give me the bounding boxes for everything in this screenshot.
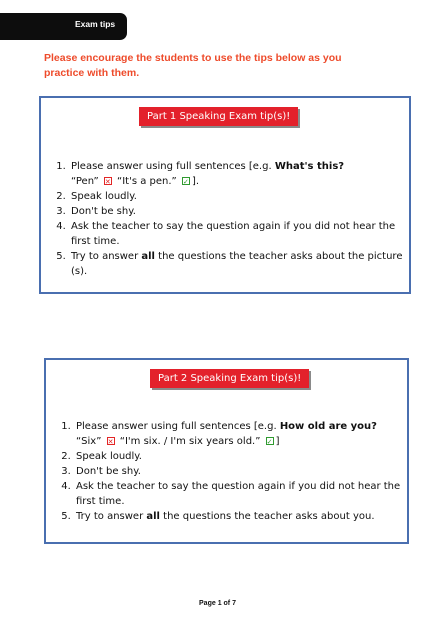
cross-box-icon: ✕ — [107, 438, 114, 446]
list-item — [74, 509, 404, 524]
part2-title-badge: Part 2 Speaking Exam tip(s)! — [150, 369, 309, 388]
list-item — [69, 249, 407, 279]
header-tab-label: Exam tips — [75, 19, 116, 29]
cross-box-icon: ✕ — [104, 178, 111, 186]
tip-text: Try to answer — [71, 251, 142, 262]
list-item — [74, 419, 404, 449]
part1-tips-list — [49, 159, 407, 279]
list-item: 3. Don't be shy. — [74, 464, 404, 479]
wrong-example: “Pen” — [71, 176, 99, 187]
list-item: 2. Speak loudly. — [69, 189, 407, 204]
page-number: Page 1 of 7 — [199, 600, 236, 607]
wrong-example: “Six” — [76, 436, 102, 447]
list-item: 3. Don't be shy. — [69, 204, 407, 219]
list-item: 2. Speak loudly. — [74, 449, 404, 464]
tip-bold-word: all — [141, 251, 155, 262]
right-example: “It's a pen.” — [117, 176, 177, 187]
tip-close: ]. — [191, 176, 200, 187]
instruction-text: Please encourage the students to use the tips below as you practice with them. — [44, 52, 342, 79]
tip-text-tail: the questions the teacher asks about the picture (s). — [71, 251, 403, 277]
part1-title-badge: Part 1 Speaking Exam tip(s)! — [139, 107, 298, 126]
header-tab — [0, 13, 127, 40]
right-example: “I'm six. / I'm six years old.” — [119, 436, 261, 447]
list-item: 4. Ask the teacher to say the question again if you did not hear the first time. — [74, 479, 404, 509]
list-item — [69, 159, 407, 189]
tip-text: Please answer using full sentences [e.g. — [76, 421, 280, 432]
list-item: 4. Ask the teacher to say the question again if you did not hear the first time. — [69, 219, 407, 249]
tip-bold-question: How old are you? — [279, 421, 377, 432]
tip-close: ] — [275, 436, 280, 447]
tip-text: Please answer using full sentences [e.g. — [71, 161, 275, 172]
part1-tips-box — [39, 96, 411, 294]
tip-bold-question: What's this? — [274, 161, 345, 172]
tip-text: Try to answer — [76, 511, 147, 522]
tip-text-tail: the questions the teacher asks about you. — [159, 511, 375, 522]
check-box-icon: ✓ — [266, 438, 273, 446]
check-box-icon: ✓ — [183, 178, 189, 186]
tip-bold-word: all — [146, 511, 160, 522]
part2-tips-list — [54, 419, 404, 524]
part2-tips-box — [44, 358, 409, 544]
